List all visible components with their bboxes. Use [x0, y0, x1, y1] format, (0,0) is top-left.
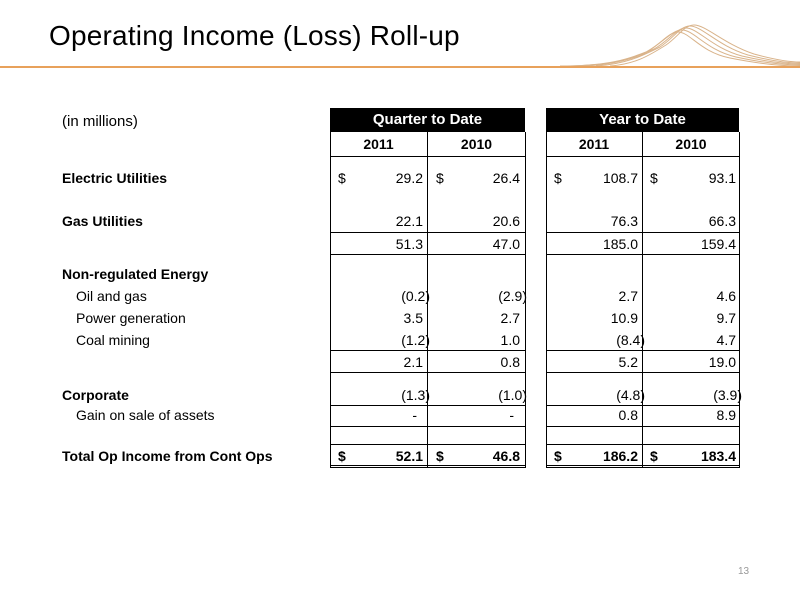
cell-value: 3.5 — [403, 310, 423, 326]
grid-line — [546, 232, 740, 233]
currency-symbol: $ — [650, 170, 658, 186]
grid-line — [330, 254, 526, 255]
year-header-ytd-2011: 2011 — [578, 136, 610, 152]
year-header-ytd-2010: 2010 — [675, 136, 707, 152]
cell-value: 19.0 — [708, 354, 736, 370]
grid-line — [330, 372, 526, 373]
cell-value: (4.8) — [616, 387, 645, 403]
cell-value: 2.7 — [618, 288, 638, 304]
grid-line — [546, 444, 740, 445]
grid-line — [330, 350, 526, 351]
double-underline — [546, 465, 740, 468]
cell-value: 9.7 — [716, 310, 736, 326]
cell-value: (1.3) — [401, 387, 430, 403]
cell-value: 66.3 — [708, 213, 736, 229]
grid-line — [546, 254, 740, 255]
grid-line — [739, 132, 740, 467]
page-number: 13 — [738, 566, 750, 577]
cell-value: (8.4) — [616, 332, 645, 348]
grid-line — [546, 426, 740, 427]
row-label-electric-utilities: Electric Utilities — [62, 170, 168, 186]
row-label-gas-utilities: Gas Utilities — [62, 213, 143, 229]
grid-line — [330, 405, 526, 406]
cell-value: (0.2) — [401, 288, 430, 304]
cell-value: (1.0) — [498, 387, 527, 403]
header-year-to-date: Year to Date — [546, 108, 739, 132]
cell-value: 10.9 — [610, 310, 638, 326]
cell-value: 51.3 — [395, 236, 423, 252]
grid-line — [330, 156, 526, 157]
cell-value: (2.9) — [498, 288, 527, 304]
grid-line — [330, 132, 331, 467]
units-label: (in millions) — [62, 113, 138, 130]
grid-line — [546, 132, 547, 467]
year-header-qtd-2011: 2011 — [363, 136, 394, 152]
year-header-qtd-2010: 2010 — [460, 136, 493, 152]
cell-value: 4.7 — [716, 332, 736, 348]
row-label-corporate: Corporate — [62, 387, 129, 403]
grid-line — [330, 444, 526, 445]
cell-value: 2.1 — [403, 354, 423, 370]
cell-value: 186.2 — [602, 448, 638, 464]
cell-value: 4.6 — [716, 288, 736, 304]
cell-value: 108.7 — [602, 170, 638, 186]
currency-symbol: $ — [554, 448, 562, 464]
cell-value: 76.3 — [610, 213, 638, 229]
cell-value: 185.0 — [602, 236, 638, 252]
row-label-coal-mining: Coal mining — [76, 332, 150, 348]
currency-symbol: $ — [436, 448, 444, 464]
grid-line — [546, 372, 740, 373]
wave-logo-icon — [560, 22, 800, 68]
currency-symbol: $ — [436, 170, 444, 186]
cell-value: 2.7 — [500, 310, 520, 326]
cell-value: (1.2) — [401, 332, 430, 348]
row-label-power-generation: Power generation — [76, 310, 186, 326]
grid-line — [642, 132, 643, 467]
cell-value: 159.4 — [700, 236, 736, 252]
grid-line — [330, 232, 526, 233]
cell-value: 1.0 — [500, 332, 520, 348]
cell-value: 52.1 — [395, 448, 423, 464]
double-underline — [330, 465, 526, 468]
title-rule — [0, 66, 800, 68]
cell-value: 0.8 — [500, 354, 520, 370]
cell-value: - — [412, 407, 417, 423]
cell-value: 26.4 — [492, 170, 520, 186]
row-label-total-op-income: Total Op Income from Cont Ops — [62, 448, 273, 464]
header-quarter-to-date: Quarter to Date — [330, 108, 525, 132]
grid-line — [546, 350, 740, 351]
cell-value: 22.1 — [395, 213, 423, 229]
cell-value: 183.4 — [700, 448, 736, 464]
row-label-oil-and-gas: Oil and gas — [76, 288, 147, 304]
page-title: Operating Income (Loss) Roll-up — [49, 20, 460, 51]
cell-value: 5.2 — [618, 354, 638, 370]
grid-line — [330, 426, 526, 427]
currency-symbol: $ — [338, 170, 346, 186]
cell-value: 8.9 — [716, 407, 736, 423]
currency-symbol: $ — [650, 448, 658, 464]
cell-value: 93.1 — [708, 170, 736, 186]
row-label-gain-on-sale: Gain on sale of assets — [76, 407, 215, 423]
grid-line — [546, 405, 740, 406]
currency-symbol: $ — [554, 170, 562, 186]
cell-value: 29.2 — [395, 170, 423, 186]
cell-value: 0.8 — [618, 407, 638, 423]
row-label-non-regulated-energy: Non-regulated Energy — [62, 266, 209, 282]
grid-line — [546, 156, 740, 157]
currency-symbol: $ — [338, 448, 346, 464]
cell-value: 47.0 — [492, 236, 520, 252]
cell-value: 46.8 — [492, 448, 520, 464]
cell-value: (3.9) — [713, 387, 742, 403]
cell-value: 20.6 — [492, 213, 520, 229]
cell-value: - — [509, 407, 514, 423]
